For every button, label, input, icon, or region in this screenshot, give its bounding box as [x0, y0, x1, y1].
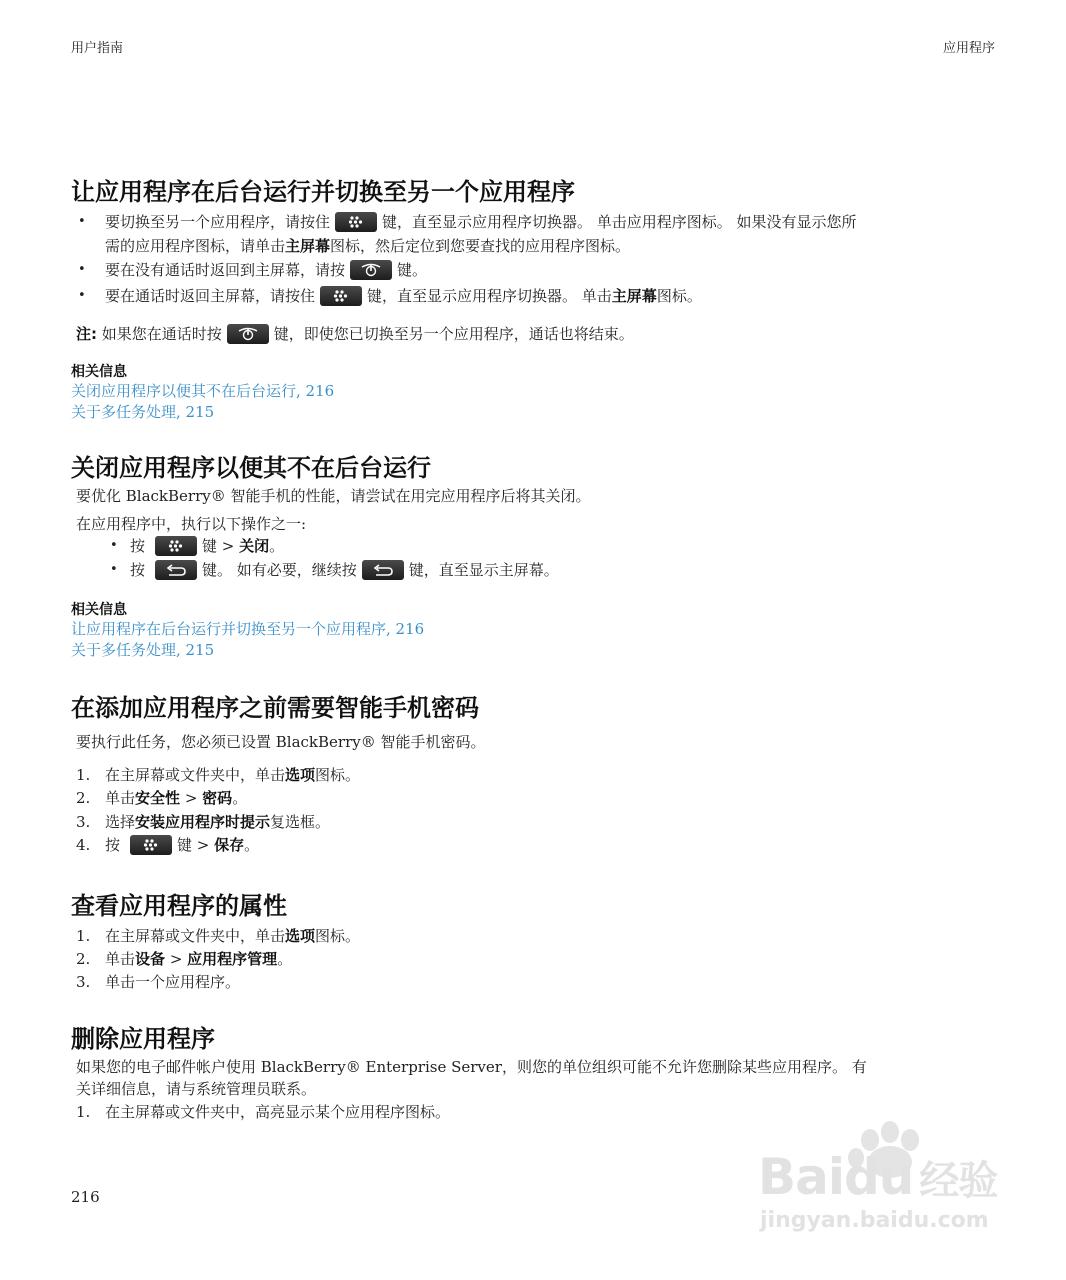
step: 单击一个应用程序。	[105, 973, 241, 991]
step-number: 2.	[76, 950, 91, 968]
blackberry-menu-key-icon	[320, 286, 362, 306]
link-close-apps[interactable]: 关闭应用程序以便其不在后台运行, 216	[71, 382, 335, 400]
header-right: 应用程序	[942, 41, 995, 56]
step-number: 1.	[76, 1103, 91, 1121]
bullet: •	[78, 214, 86, 229]
step-number: 4.	[76, 836, 91, 854]
watermark-cn: 经验	[919, 1158, 998, 1204]
bullet-return-home-call: 要在通话时返回主屏幕，请按住 键，直至显示应用程序切换器。 单击主屏幕图标。	[105, 287, 702, 305]
related-info-heading: 相关信息	[71, 364, 127, 380]
bullet: •	[78, 288, 86, 303]
baidu-watermark	[752, 1118, 1012, 1238]
step-number: 3.	[76, 973, 91, 991]
paragraph: 在应用程序中，执行以下操作之一:	[76, 515, 307, 533]
list-item-escape: 按 键。 如有必要，继续按 键，直至显示主屏幕。	[130, 561, 559, 579]
list-item-close: 按 键 > 关闭。	[130, 537, 285, 555]
step-number: 3.	[76, 813, 91, 831]
blackberry-menu-key-icon	[155, 536, 197, 556]
watermark-url: jingyan.baidu.com	[760, 1208, 989, 1233]
step: 在主屏幕或文件夹中，单击选项图标。	[105, 766, 361, 784]
bullet: •	[78, 262, 86, 277]
escape-key-icon	[155, 560, 197, 580]
link-switch-apps[interactable]: 让应用程序在后台运行并切换至另一个应用程序, 216	[71, 620, 425, 638]
step: 按 键 > 保存。	[105, 836, 260, 854]
related-info-heading: 相关信息	[71, 602, 127, 618]
paragraph: 如果您的电子邮件帐户使用 BlackBerry® Enterprise Server，则您的单位组织可能不允许您删除某些应用程序。 有	[76, 1058, 867, 1076]
watermark-brand-2: du	[844, 1148, 914, 1206]
section-title-password: 在添加应用程序之前需要智能手机密码	[71, 694, 479, 722]
escape-key-icon	[362, 560, 404, 580]
bullet: •	[110, 538, 118, 553]
section-title-switch-apps: 让应用程序在后台运行并切换至另一个应用程序	[71, 178, 575, 206]
header-left: 用户指南	[71, 41, 124, 56]
bullet-return-home: 要在没有通话时返回到主屏幕，请按 键。	[105, 261, 428, 279]
paragraph: 关详细信息，请与系统管理员联系。	[76, 1080, 317, 1098]
link-multitasking[interactable]: 关于多任务处理, 215	[71, 403, 215, 421]
step-number: 1.	[76, 766, 91, 784]
note: 注: 如果您在通话时按 键，即使您已切换至另一个应用程序，通话也将结束。	[76, 325, 634, 343]
bullet-switch-app-cont: 需的应用程序图标，请单击主屏幕图标，然后定位到您要查找的应用程序图标。	[105, 237, 631, 255]
step-number: 1.	[76, 927, 91, 945]
blackberry-menu-key-icon	[130, 835, 172, 855]
step: 单击安全性 > 密码。	[105, 789, 248, 807]
link-multitasking[interactable]: 关于多任务处理, 215	[71, 641, 215, 659]
section-title-close-apps: 关闭应用程序以便其不在后台运行	[71, 454, 431, 482]
section-title-properties: 查看应用程序的属性	[71, 892, 287, 920]
step-number: 2.	[76, 789, 91, 807]
end-key-icon	[227, 324, 269, 344]
section-title-delete: 删除应用程序	[71, 1025, 215, 1053]
bullet: •	[110, 562, 118, 577]
page-number: 216	[71, 1188, 100, 1206]
step: 选择安装应用程序时提示复选框。	[105, 813, 331, 831]
step: 单击设备 > 应用程序管理。	[105, 950, 293, 968]
step: 在主屏幕或文件夹中，单击选项图标。	[105, 927, 361, 945]
watermark-brand: Bai	[758, 1148, 844, 1206]
bullet-switch-app: 要切换至另一个应用程序，请按住 键，直至显示应用程序切换器。 单击应用程序图标。 如果没有显示您所	[105, 213, 857, 231]
step: 在主屏幕或文件夹中，高亮显示某个应用程序图标。	[105, 1103, 451, 1121]
paragraph: 要执行此任务，您必须已设置 BlackBerry® 智能手机密码。	[76, 733, 486, 751]
blackberry-menu-key-icon	[335, 212, 377, 232]
paragraph: 要优化 BlackBerry® 智能手机的性能，请尝试在用完应用程序后将其关闭。	[76, 487, 591, 505]
end-key-icon	[350, 260, 392, 280]
